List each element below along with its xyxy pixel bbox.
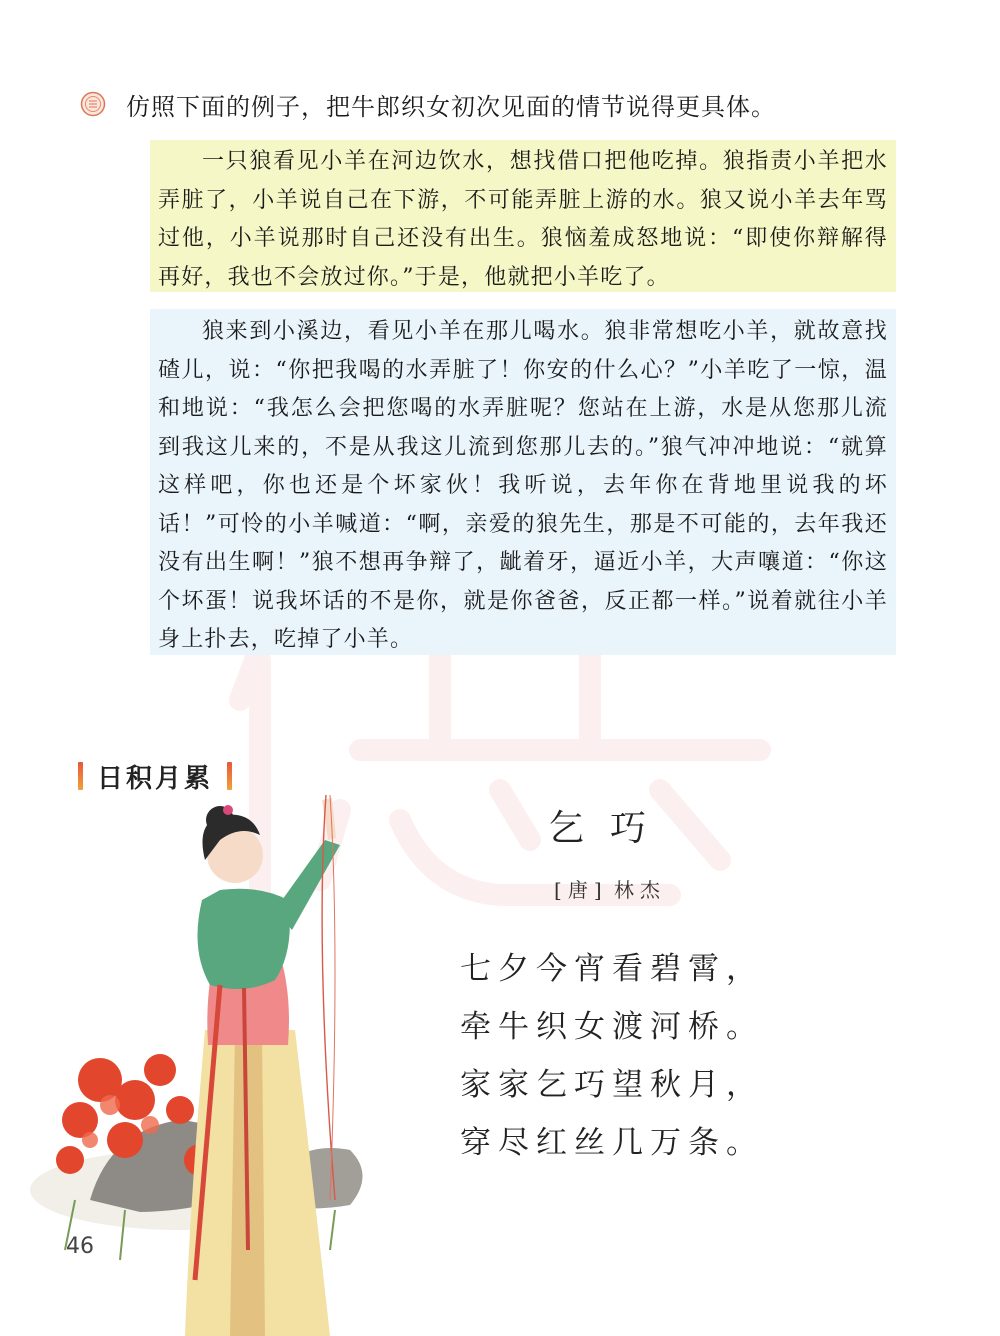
poem-line: 七夕今宵看碧霄， <box>460 951 764 987</box>
poem-title: 乞巧 <box>547 808 672 849</box>
poem-line: 家家乞巧望秋月， <box>460 1067 764 1103</box>
example-brief-box <box>150 140 896 292</box>
poem-author: 林杰 <box>613 878 666 902</box>
instruction-text: 仿照下面的例子，把牛郎织女初次见面的情节说得更具体。 <box>126 92 776 121</box>
example-brief-text: 一只狼看见小羊在河边饮水，想找借口把他吃掉。狼指责小羊把水弄脏了，小羊说自己在下游，不可能弄脏上游的水。狼又说小羊去年骂过他，小羊说那时自己还没有出生。狼恼羞成怒地说：“即使你辩解得再好，我也不会放过你。”于是，他就把小羊吃了。 <box>158 149 888 290</box>
poem-line: 牵牛织女渡河桥。 <box>460 1009 764 1045</box>
page-number: 46 <box>66 1234 94 1259</box>
example-detailed-text: 狼来到小溪边，看见小羊在那儿喝水。狼非常想吃小羊，就故意找碴儿，说：“你把我喝的水弄脏了！你安的什么心？”小羊吃了一惊，温和地说：“我怎么会把您喝的水弄脏呢？您站在上游，水是从您那儿流到我这儿来的，不是从我这儿流到您那儿去的。”狼气冲冲地说：“就算这样吧，你也还是个坏家伙！我听说，去年你在背地里说我的坏话！”可怜的小羊喊道：“啊，亲爱的狼先生，那是不可能的，去年我还没有出生啊！”狼不想再争辩了，龇着牙，逼近小羊，大声嚷道：“你这个坏蛋！说我坏话的不是你，就是你爸爸，反正都一样。”说着就往小羊身上扑去，吃掉了小羊。 <box>158 319 888 652</box>
poem-dynasty: [唐] <box>554 878 608 902</box>
exercise-instruction <box>80 84 940 124</box>
section-title: 日积月累 <box>97 763 214 794</box>
poem-body <box>460 940 764 1172</box>
poem-byline <box>540 874 680 903</box>
poem-line: 穿尽红丝几万条。 <box>460 1125 764 1161</box>
example-detailed-box <box>150 309 896 655</box>
seal-stamp-icon <box>80 91 106 117</box>
